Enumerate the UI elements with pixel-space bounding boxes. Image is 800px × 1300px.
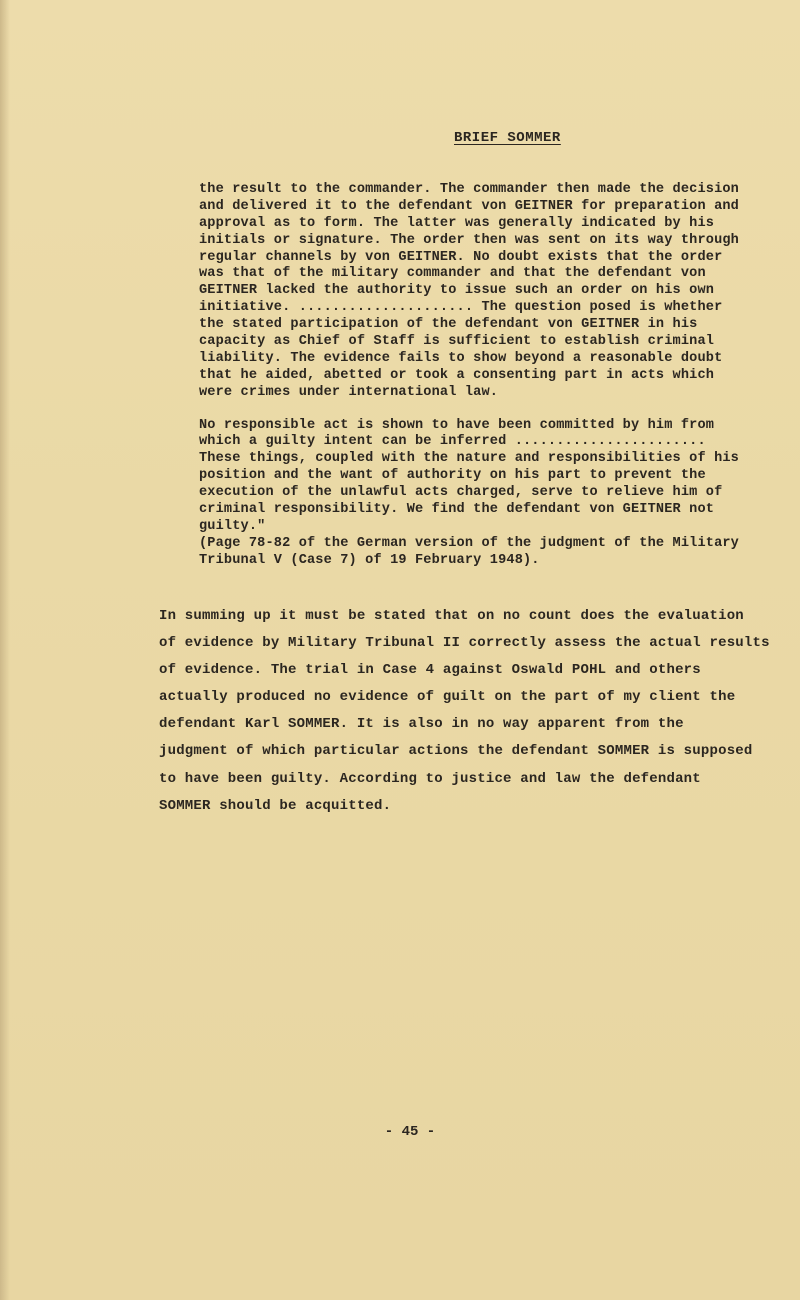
page-number: - 45 - [384,1124,436,1140]
text-line: regular channels by von GEITNER. No doubt exists that the order [199,249,723,265]
text-line: liability. The evidence fails to show beyond a reasonable doubt [199,350,723,366]
text-line: No responsible act is shown to have been committed by him from [199,417,715,433]
text-line: SOMMER should be acquitted. [159,797,392,814]
text-line: that he aided, abetted or took a consenting part in acts which [199,367,715,383]
text-line: the result to the commander. The commander then made the decision [199,182,739,197]
quoted-judgment-block [199,182,759,570]
text-line: These things, coupled with the nature and responsibilities of his [199,451,739,467]
text-line: position and the want of authority on his part to prevent the [199,468,706,484]
text-line: initials or signature. The order then was sent on its way through [199,232,739,248]
text-line: of evidence by Military Tribunal II correctly assess the actual results [159,635,770,652]
text-line: initiative. ..................... The question posed is whether [199,300,723,316]
text-line: and delivered it to the defendant von GEITNER for preparation and [199,198,739,214]
citation-line: (Page 78-82 of the German version of the judgment of the Military [199,535,739,551]
summary-paragraph [159,603,779,820]
text-line: In summing up it must be stated that on no count does the evaluation [159,608,744,624]
text-line: approval as to form. The latter was generally indicated by his [199,215,715,231]
text-line: of evidence. The trial in Case 4 against Oswald POHL and others [159,662,701,679]
quote-paragraph-1 [199,182,759,402]
text-line: to have been guilty. According to justice and law the defendant [159,770,701,787]
paragraph-gap [199,402,759,418]
text-line: were crimes under international law. [199,384,499,400]
text-line: GEITNER lacked the authority to issue such an order on his own [199,283,715,299]
citation-line: Tribunal V (Case 7) of 19 February 1948). [199,552,540,568]
text-line: criminal responsibility. We find the defendant von GEITNER not [199,502,715,518]
text-line: actually produced no evidence of guilt on the part of my client the [159,689,736,706]
text-line: defendant Karl SOMMER. It is also in no way apparent from the [159,716,684,733]
text-line: which a guilty intent can be inferred ....................... [199,434,706,450]
text-line: guilty." [199,518,266,534]
text-line: execution of the unlawful acts charged, serve to relieve him of [199,485,723,501]
page-header-title: BRIEF SOMMER [454,130,561,146]
quote-paragraph-2 [199,418,759,570]
text-line: was that of the military commander and that the defendant von [199,266,706,282]
text-line: the stated participation of the defendant von GEITNER in his [199,317,698,333]
text-line: capacity as Chief of Staff is sufficient to establish criminal [199,334,715,350]
text-line: judgment of which particular actions the defendant SOMMER is supposed [159,743,753,760]
